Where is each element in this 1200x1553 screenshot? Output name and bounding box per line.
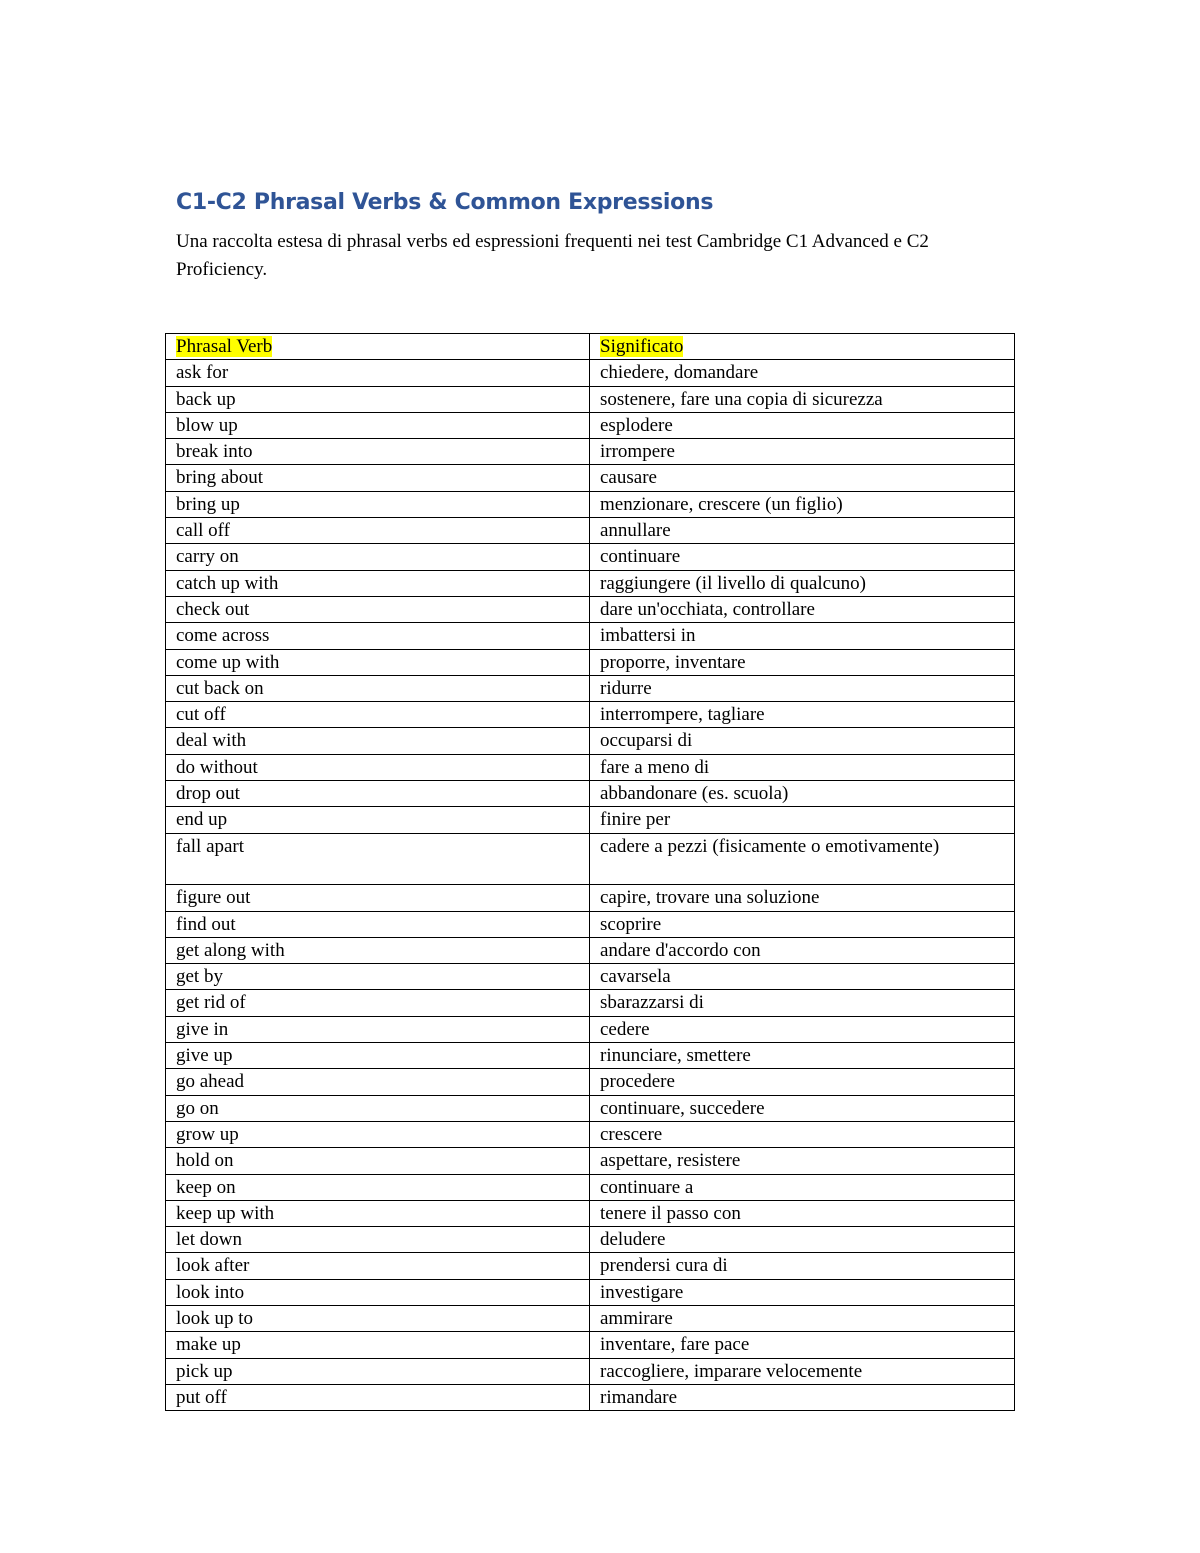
table-row [166,833,1015,885]
phrasal-verb-cell: carry on [166,544,590,570]
phrasal-verb-cell: pick up [166,1358,590,1384]
table-row [166,465,1015,491]
table-row [166,1305,1015,1331]
table-row [166,1358,1015,1384]
meaning-cell: interrompere, tagliare [590,702,1015,728]
meaning-cell: imbattersi in [590,623,1015,649]
header-cell-phrasal-verb [166,334,590,360]
phrasal-verb-cell: bring about [166,465,590,491]
meaning-cell: abbandonare (es. scuola) [590,781,1015,807]
meaning-cell: prendersi cura di [590,1253,1015,1279]
table-row [166,990,1015,1016]
table-row [166,518,1015,544]
phrasal-verb-cell: call off [166,518,590,544]
meaning-cell: deludere [590,1227,1015,1253]
meaning-cell: sostenere, fare una copia di sicurezza [590,386,1015,412]
phrasal-verb-cell: look up to [166,1305,590,1331]
phrasal-verb-cell: break into [166,439,590,465]
meaning-cell: occuparsi di [590,728,1015,754]
phrasal-verb-cell: make up [166,1332,590,1358]
phrasal-verb-cell: drop out [166,781,590,807]
document-intro: Una raccolta estesa di phrasal verbs ed espressioni frequenti nei test Cambridge C1 Advanced e C2 Proficiency. [176,231,929,280]
meaning-cell: raccogliere, imparare velocemente [590,1358,1015,1384]
table-row [166,412,1015,438]
meaning-cell: continuare a [590,1174,1015,1200]
table-row [166,1043,1015,1069]
table-row [166,964,1015,990]
table-row [166,1095,1015,1121]
meaning-cell: cedere [590,1016,1015,1042]
phrasal-verb-cell: go ahead [166,1069,590,1095]
phrasal-verb-cell: hold on [166,1148,590,1174]
phrasal-verb-cell: catch up with [166,570,590,596]
meaning-cell: dare un'occhiata, controllare [590,596,1015,622]
meaning-cell: cadere a pezzi (fisicamente o emotivamente) [590,833,1015,885]
meaning-cell: raggiungere (il livello di qualcuno) [590,570,1015,596]
table-header-row [166,334,1015,360]
table-row [166,1279,1015,1305]
table-row [166,754,1015,780]
table-row [166,885,1015,911]
table-row [166,937,1015,963]
phrasal-verb-cell: bring up [166,491,590,517]
meaning-cell: ammirare [590,1305,1015,1331]
meaning-cell: menzionare, crescere (un figlio) [590,491,1015,517]
table-row [166,386,1015,412]
meaning-cell: investigare [590,1279,1015,1305]
table-row [166,1121,1015,1147]
meaning-cell: aspettare, resistere [590,1148,1015,1174]
phrasal-verb-cell: give in [166,1016,590,1042]
phrasal-verb-cell: get rid of [166,990,590,1016]
meaning-cell: esplodere [590,412,1015,438]
meaning-cell: finire per [590,807,1015,833]
table-row [166,360,1015,386]
meaning-cell: inventare, fare pace [590,1332,1015,1358]
table-row [166,1332,1015,1358]
table-row [166,623,1015,649]
table-row [166,1200,1015,1226]
header-cell-significato [590,334,1015,360]
phrasal-verb-cell: look after [166,1253,590,1279]
phrasal-verb-cell: end up [166,807,590,833]
meaning-cell: cavarsela [590,964,1015,990]
phrasal-verb-cell: give up [166,1043,590,1069]
meaning-cell: irrompere [590,439,1015,465]
phrasal-verb-cell: cut back on [166,675,590,701]
phrasal-verb-cell: keep up with [166,1200,590,1226]
meaning-cell: fare a meno di [590,754,1015,780]
document-title: C1-C2 Phrasal Verbs & Common Expressions [176,190,714,215]
table-row [166,781,1015,807]
table-row [166,1384,1015,1410]
phrasal-verb-cell: go on [166,1095,590,1121]
phrasal-verb-cell: cut off [166,702,590,728]
table-row [166,570,1015,596]
phrasal-verb-cell: come up with [166,649,590,675]
meaning-cell: procedere [590,1069,1015,1095]
meaning-cell: continuare, succedere [590,1095,1015,1121]
phrasal-verb-cell: grow up [166,1121,590,1147]
table-row [166,1174,1015,1200]
table-row [166,649,1015,675]
phrasal-verb-cell: find out [166,911,590,937]
table-row [166,702,1015,728]
phrasal-verb-cell: look into [166,1279,590,1305]
header-label-significato: Significato [600,336,684,357]
phrasal-verb-cell: put off [166,1384,590,1410]
meaning-cell: rinunciare, smettere [590,1043,1015,1069]
meaning-cell: rimandare [590,1384,1015,1410]
meaning-cell: capire, trovare una soluzione [590,885,1015,911]
phrasal-verb-cell: figure out [166,885,590,911]
meaning-cell: crescere [590,1121,1015,1147]
phrasal-verb-cell: keep on [166,1174,590,1200]
phrasal-verb-cell: do without [166,754,590,780]
phrasal-verb-cell: let down [166,1227,590,1253]
phrasal-verb-cell: ask for [166,360,590,386]
phrasal-verb-cell: check out [166,596,590,622]
table-row [166,675,1015,701]
table-row [166,1253,1015,1279]
meaning-cell: annullare [590,518,1015,544]
meaning-cell: sbarazzarsi di [590,990,1015,1016]
phrasal-verb-cell: come across [166,623,590,649]
phrasal-verbs-table [165,333,1015,1411]
meaning-cell: ridurre [590,675,1015,701]
header-label-phrasal-verb: Phrasal Verb [176,336,273,357]
meaning-cell: andare d'accordo con [590,937,1015,963]
phrasal-verb-cell: back up [166,386,590,412]
table-row [166,1148,1015,1174]
table-row [166,911,1015,937]
phrasal-verb-cell: blow up [166,412,590,438]
table-row [166,1016,1015,1042]
phrasal-verb-cell: get along with [166,937,590,963]
table-row [166,491,1015,517]
phrasal-verb-cell: fall apart [166,833,590,885]
meaning-cell: continuare [590,544,1015,570]
table-row [166,1227,1015,1253]
table-row [166,544,1015,570]
table-row [166,728,1015,754]
phrasal-verb-cell: get by [166,964,590,990]
meaning-cell: scoprire [590,911,1015,937]
meaning-cell: causare [590,465,1015,491]
phrasal-verb-cell: deal with [166,728,590,754]
meaning-cell: proporre, inventare [590,649,1015,675]
table-row [166,1069,1015,1095]
table-row [166,807,1015,833]
table-body [166,360,1015,1411]
meaning-cell: tenere il passo con [590,1200,1015,1226]
meaning-cell: chiedere, domandare [590,360,1015,386]
table-row [166,596,1015,622]
table-row [166,439,1015,465]
